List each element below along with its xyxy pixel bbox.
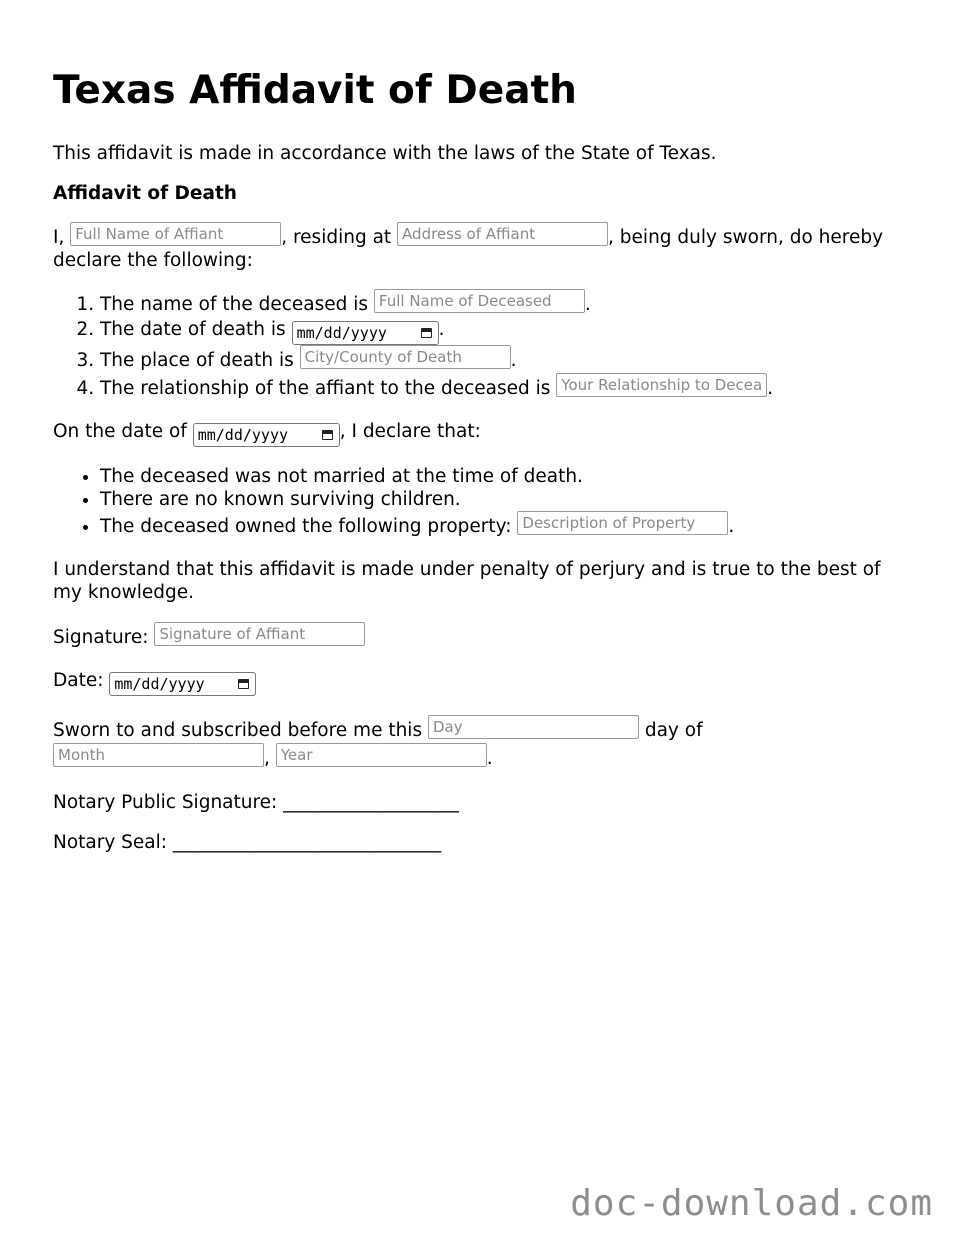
- facts-list: [53, 289, 903, 402]
- place-of-death-input[interactable]: City/County of Death: [300, 345, 511, 369]
- list-item: 2. The date of death is mm/dd/yyyy .: [100, 318, 903, 345]
- declarations-list: [53, 466, 903, 539]
- intro-text: This affidavit is made in accordance with the laws of the State of Texas.: [53, 143, 717, 164]
- calendar-icon[interactable]: [322, 430, 333, 440]
- day-input[interactable]: Day: [428, 715, 639, 739]
- affiant-name-input[interactable]: Full Name of Affiant: [70, 222, 281, 246]
- signature-date-input[interactable]: mm/dd/yyyy: [109, 672, 256, 696]
- relationship-input[interactable]: Your Relationship to Decea: [556, 373, 767, 397]
- declaration-date-line: On the date of mm/dd/yyyy , I declare that:: [53, 420, 903, 448]
- list-item: • There are no known surviving children.: [100, 489, 903, 512]
- list-item: • The deceased owned the following property: Description of Property .: [100, 511, 903, 539]
- signature-line: Signature: Signature of Affiant: [53, 622, 903, 649]
- property-description-input[interactable]: Description of Property: [517, 511, 728, 535]
- affiant-address-input[interactable]: Address of Affiant: [397, 222, 608, 246]
- list-item: 4. The relationship of the affiant to the deceased is Your Relationship to Decea .: [100, 373, 903, 402]
- declaration-paragraph: I, Full Name of Affiant , residing at Address of Affiant , being duly sworn, do hereby declare the following:: [53, 222, 903, 272]
- declaration-date-input[interactable]: mm/dd/yyyy: [193, 423, 340, 447]
- month-input[interactable]: Month: [53, 743, 264, 767]
- list-item: 3. The place of death is City/County of Death .: [100, 345, 903, 374]
- date-of-death-input[interactable]: mm/dd/yyyy: [292, 321, 439, 345]
- sworn-statement: Sworn to and subscribed before me this Day day of Month , Year .: [53, 715, 903, 771]
- list-item: 1. The name of the deceased is Full Name of Deceased .: [100, 289, 903, 318]
- year-input[interactable]: Year: [276, 743, 487, 767]
- deceased-name-input[interactable]: Full Name of Deceased: [374, 289, 585, 313]
- date-line: Date: mm/dd/yyyy: [53, 669, 903, 697]
- list-item: • The deceased was not married at the time of death.: [100, 466, 903, 489]
- document-page: [53, 60, 903, 854]
- notary-signature-line: Notary Public Signature: ___________________: [53, 792, 459, 814]
- calendar-icon[interactable]: [421, 328, 432, 338]
- signature-input[interactable]: Signature of Affiant: [154, 622, 365, 646]
- page-title: Texas Affidavit of Death: [53, 68, 577, 113]
- notary-seal-line: Notary Seal: _____________________________: [53, 832, 442, 854]
- watermark: doc-download.com: [570, 1183, 933, 1224]
- perjury-statement: I understand that this affidavit is made under penalty of perjury and is true to the best of my knowledge.: [53, 558, 881, 603]
- calendar-icon[interactable]: [238, 679, 249, 689]
- section-heading: Affidavit of Death: [53, 183, 237, 204]
